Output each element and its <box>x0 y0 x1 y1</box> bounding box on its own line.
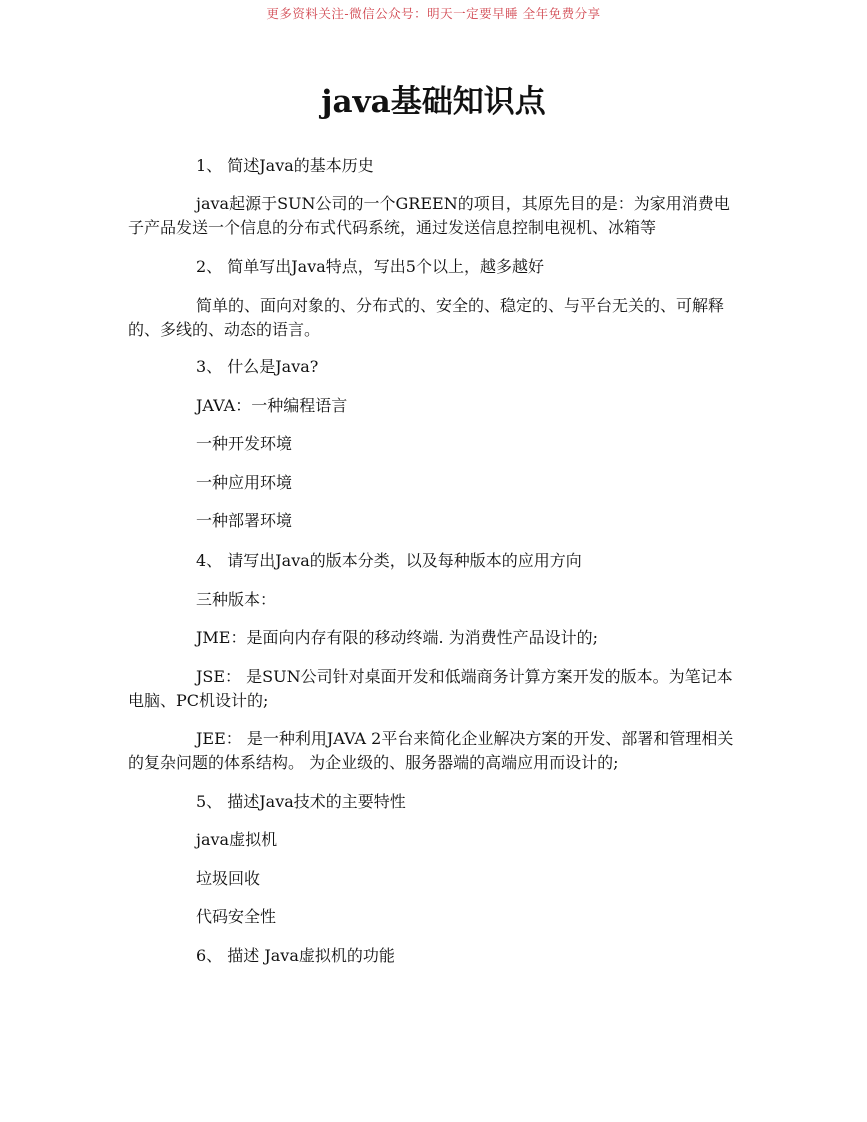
heading-5: 5、 描述Java技术的主要特性 <box>196 792 406 811</box>
paragraph: JME：是面向内存有限的移动终端. 为消费性产品设计的; <box>196 628 599 647</box>
heading-2: 2、 简单写出Java特点，写出5个以上，越多越好 <box>196 257 544 276</box>
heading-1: 1、 简述Java的基本历史 <box>196 156 374 175</box>
paragraph: 一种部署环境 <box>196 511 293 530</box>
heading-3: 3、 什么是Java? <box>196 357 319 376</box>
paragraph: JAVA：一种编程语言 <box>196 396 348 415</box>
paragraph: JSE： 是SUN公司针对桌面开发和低端商务计算方案开发的版本。为笔记本电脑、PC机设计的; <box>128 667 733 710</box>
paragraph: 一种开发环境 <box>196 434 293 453</box>
header-banner: 更多资料关注-微信公众号：明天一定要早睡 全年免费分享 <box>266 6 601 21</box>
paragraph: java起源于SUN公司的一个GREEN的项目，其原先目的是：为家用消费电子产品发送一个信息的分布式代码系统，通过发送信息控制电视机、冰箱等 <box>128 194 730 237</box>
page-title: java基础知识点 <box>321 84 546 120</box>
heading-6: 6、 描述 Java虚拟机的功能 <box>196 946 395 965</box>
paragraph: 简单的、面向对象的、分布式的、安全的、稳定的、与平台无关的、可解释的、多线的、动态的语言。 <box>128 296 725 339</box>
heading-4: 4、 请写出Java的版本分类，以及每种版本的应用方向 <box>196 551 582 570</box>
paragraph: java虚拟机 <box>196 830 278 849</box>
paragraph: 代码安全性 <box>196 907 277 926</box>
paragraph: 一种应用环境 <box>196 473 293 492</box>
paragraph: JEE： 是一种利用JAVA 2平台来简化企业解决方案的开发、部署和管理相关的复杂问题的体系结构。 为企业级的、服务器端的高端应用而设计的; <box>128 729 734 772</box>
paragraph: 垃圾回收 <box>196 869 261 888</box>
paragraph: 三种版本： <box>196 590 277 609</box>
